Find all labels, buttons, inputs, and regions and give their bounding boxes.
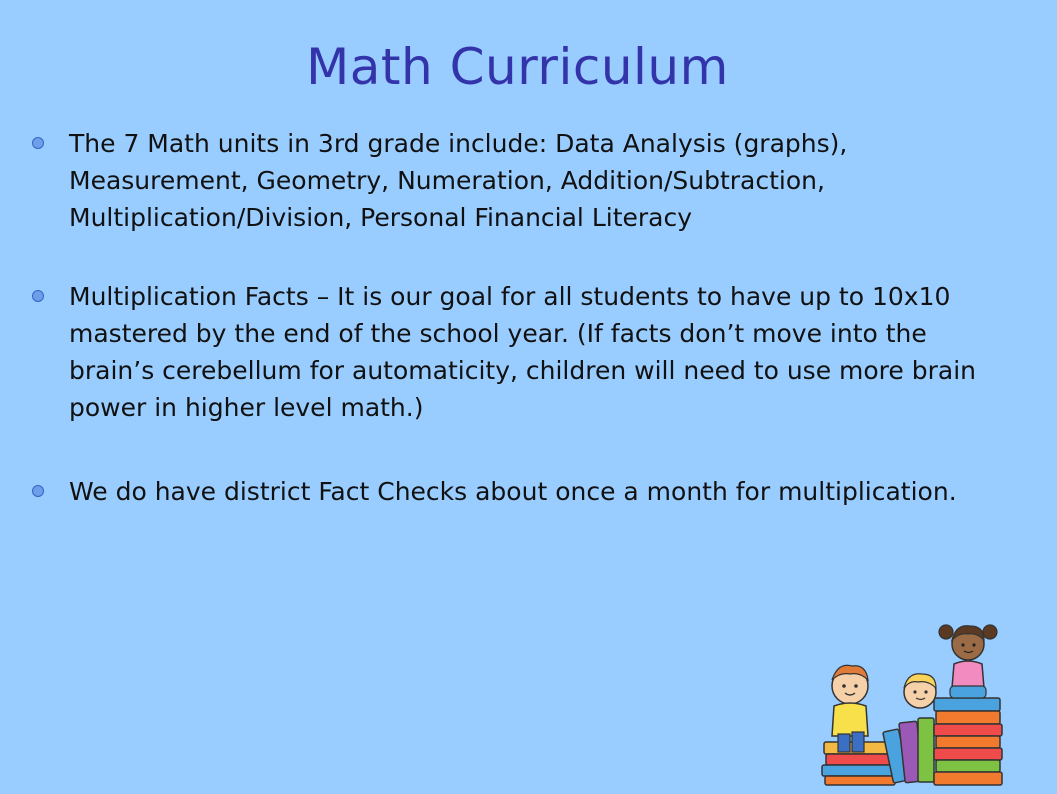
left-child [832,665,868,752]
bullet-text: We do have district Fact Checks about once a month for multiplication. [69,477,957,506]
top-child [939,625,997,698]
bullet-icon [32,485,44,497]
bullet-text: Multiplication Facts – It is our goal for all students to have up to 10x10 mastered by the end of the school year. (If facts don’t move into the brain’s cerebellum for automaticity, children will need to use more brain power in higher level math.) [69,282,976,422]
bullet-item-fact-checks [30,473,1010,510]
bullet-text: The 7 Math units in 3rd grade include: Data Analysis (graphs), Measurement, Geometry, Numeration, Addition/Subtraction, Multiplication/Division, Personal Financial Literacy [69,129,848,232]
children-on-books-illustration [818,618,1010,786]
bullet-icon [32,137,44,149]
middle-child [904,674,936,708]
bullet-icon [32,290,44,302]
bullet-item-math-units [30,125,1010,236]
right-book-stack [934,698,1002,785]
bullet-list [30,125,1010,552]
bullet-item-multiplication-facts [30,278,1010,426]
slide-title: Math Curriculum [306,38,729,96]
